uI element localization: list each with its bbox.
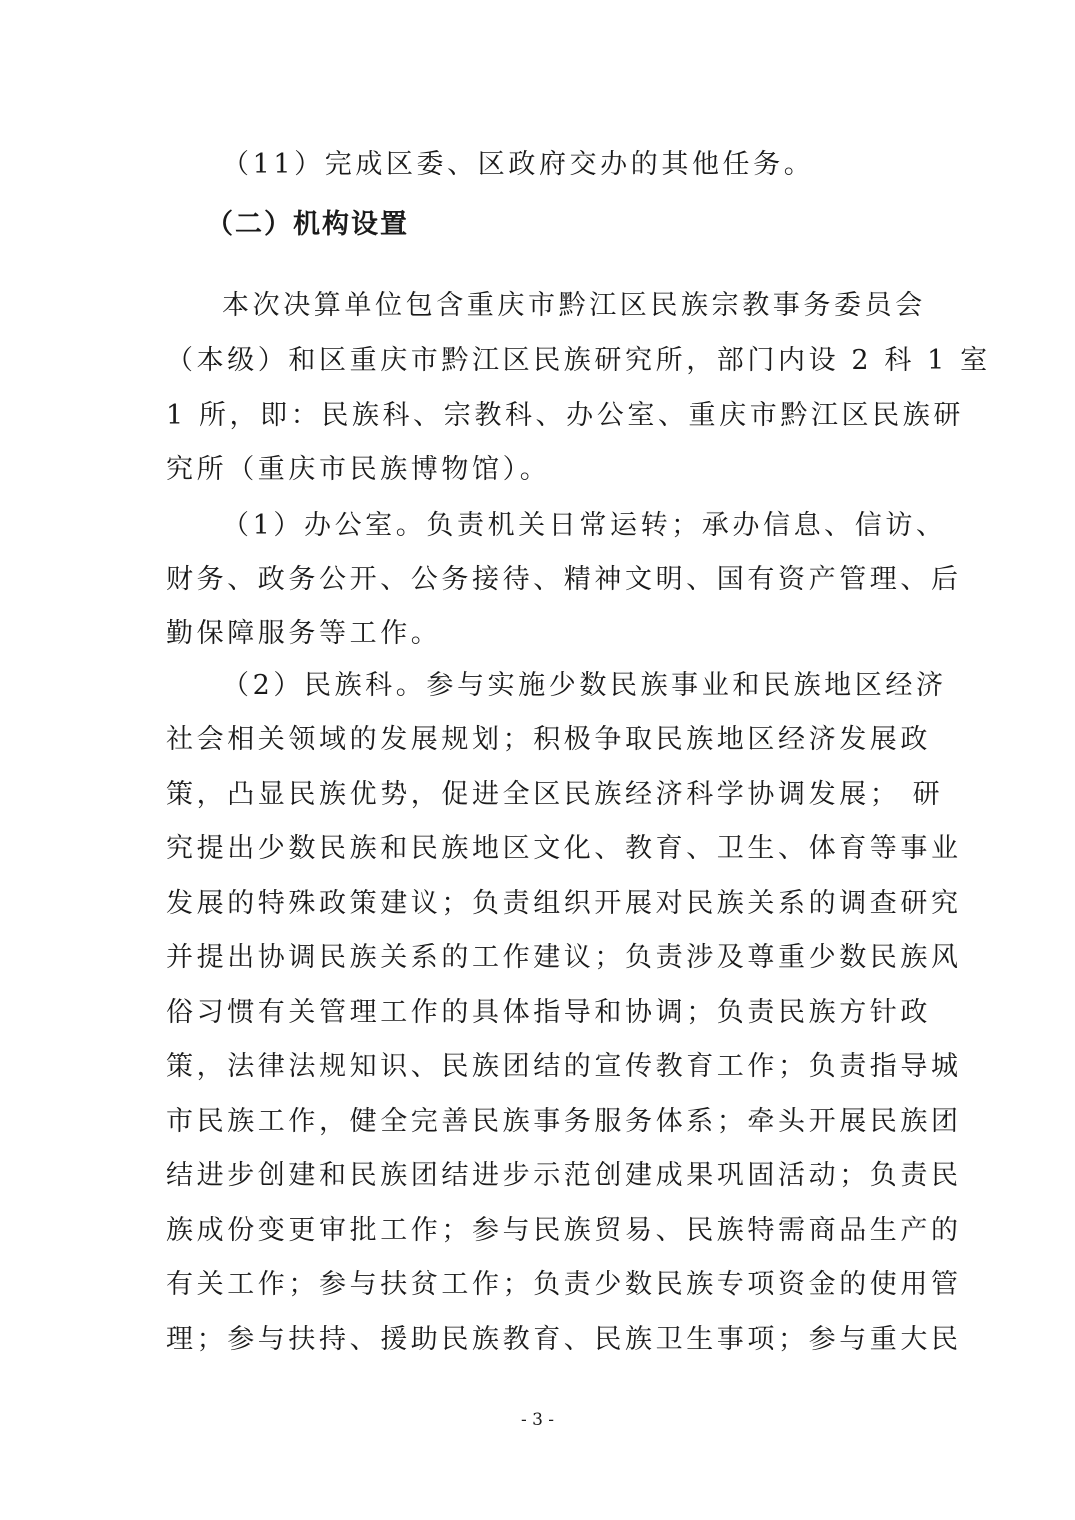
text-line: 理；参与扶持、援助民族教育、民族卫生事项；参与重大民 [166, 1324, 962, 1355]
text-line: 有关工作；参与扶贫工作；负责少数民族专项资金的使用管 [166, 1269, 962, 1300]
text-line-task-11: （11）完成区委、区政府交办的其他任务。 [222, 149, 815, 180]
text-line: 并提出协调民族关系的工作建议；负责涉及尊重少数民族风 [166, 942, 962, 973]
text-line: 究提出少数民族和民族地区文化、教育、卫生、体育等事业 [166, 833, 962, 864]
text-line: 结进步创建和民族团结进步示范创建成果巩固活动；负责民 [166, 1160, 962, 1191]
text-line: 勤保障服务等工作。 [166, 618, 442, 649]
text-line: 究所（重庆市民族博物馆）。 [166, 454, 551, 485]
text-line: 发展的特殊政策建议；负责组织开展对民族关系的调查研究 [166, 888, 962, 919]
text-line: 社会相关领域的发展规划；积极争取民族地区经济发展政 [166, 724, 931, 755]
text-line: （本级）和区重庆市黔江区民族研究所，部门内设 2 科 1 室 [166, 345, 991, 376]
text-line-office: （1）办公室。负责机关日常运转；承办信息、信访、 [222, 510, 947, 541]
text-line: 俗习惯有关管理工作的具体指导和协调；负责民族方针政 [166, 997, 931, 1028]
section-heading-organization: （二）机构设置 [206, 209, 409, 240]
text-line: 1 所，即：民族科、宗教科、办公室、重庆市黔江区民族研 [166, 400, 964, 431]
text-line: 族成份变更审批工作；参与民族贸易、民族特需商品生产的 [166, 1215, 962, 1246]
text-line: 策，凸显民族优势，促进全区民族经济科学协调发展； 研 [166, 779, 944, 810]
text-line: 策，法律法规知识、民族团结的宣传教育工作；负责指导城 [166, 1051, 962, 1082]
text-line: 市民族工作，健全完善民族事务服务体系；牵头开展民族团 [166, 1106, 962, 1137]
text-line: 财务、政务公开、公务接待、精神文明、国有资产管理、后 [166, 564, 962, 595]
text-line: 本次决算单位包含重庆市黔江区民族宗教事务委员会 [222, 290, 926, 321]
page-number: - 3 - [520, 1410, 555, 1430]
text-line-ethnic-section: （2）民族科。参与实施少数民族事业和民族地区经济 [222, 670, 947, 701]
